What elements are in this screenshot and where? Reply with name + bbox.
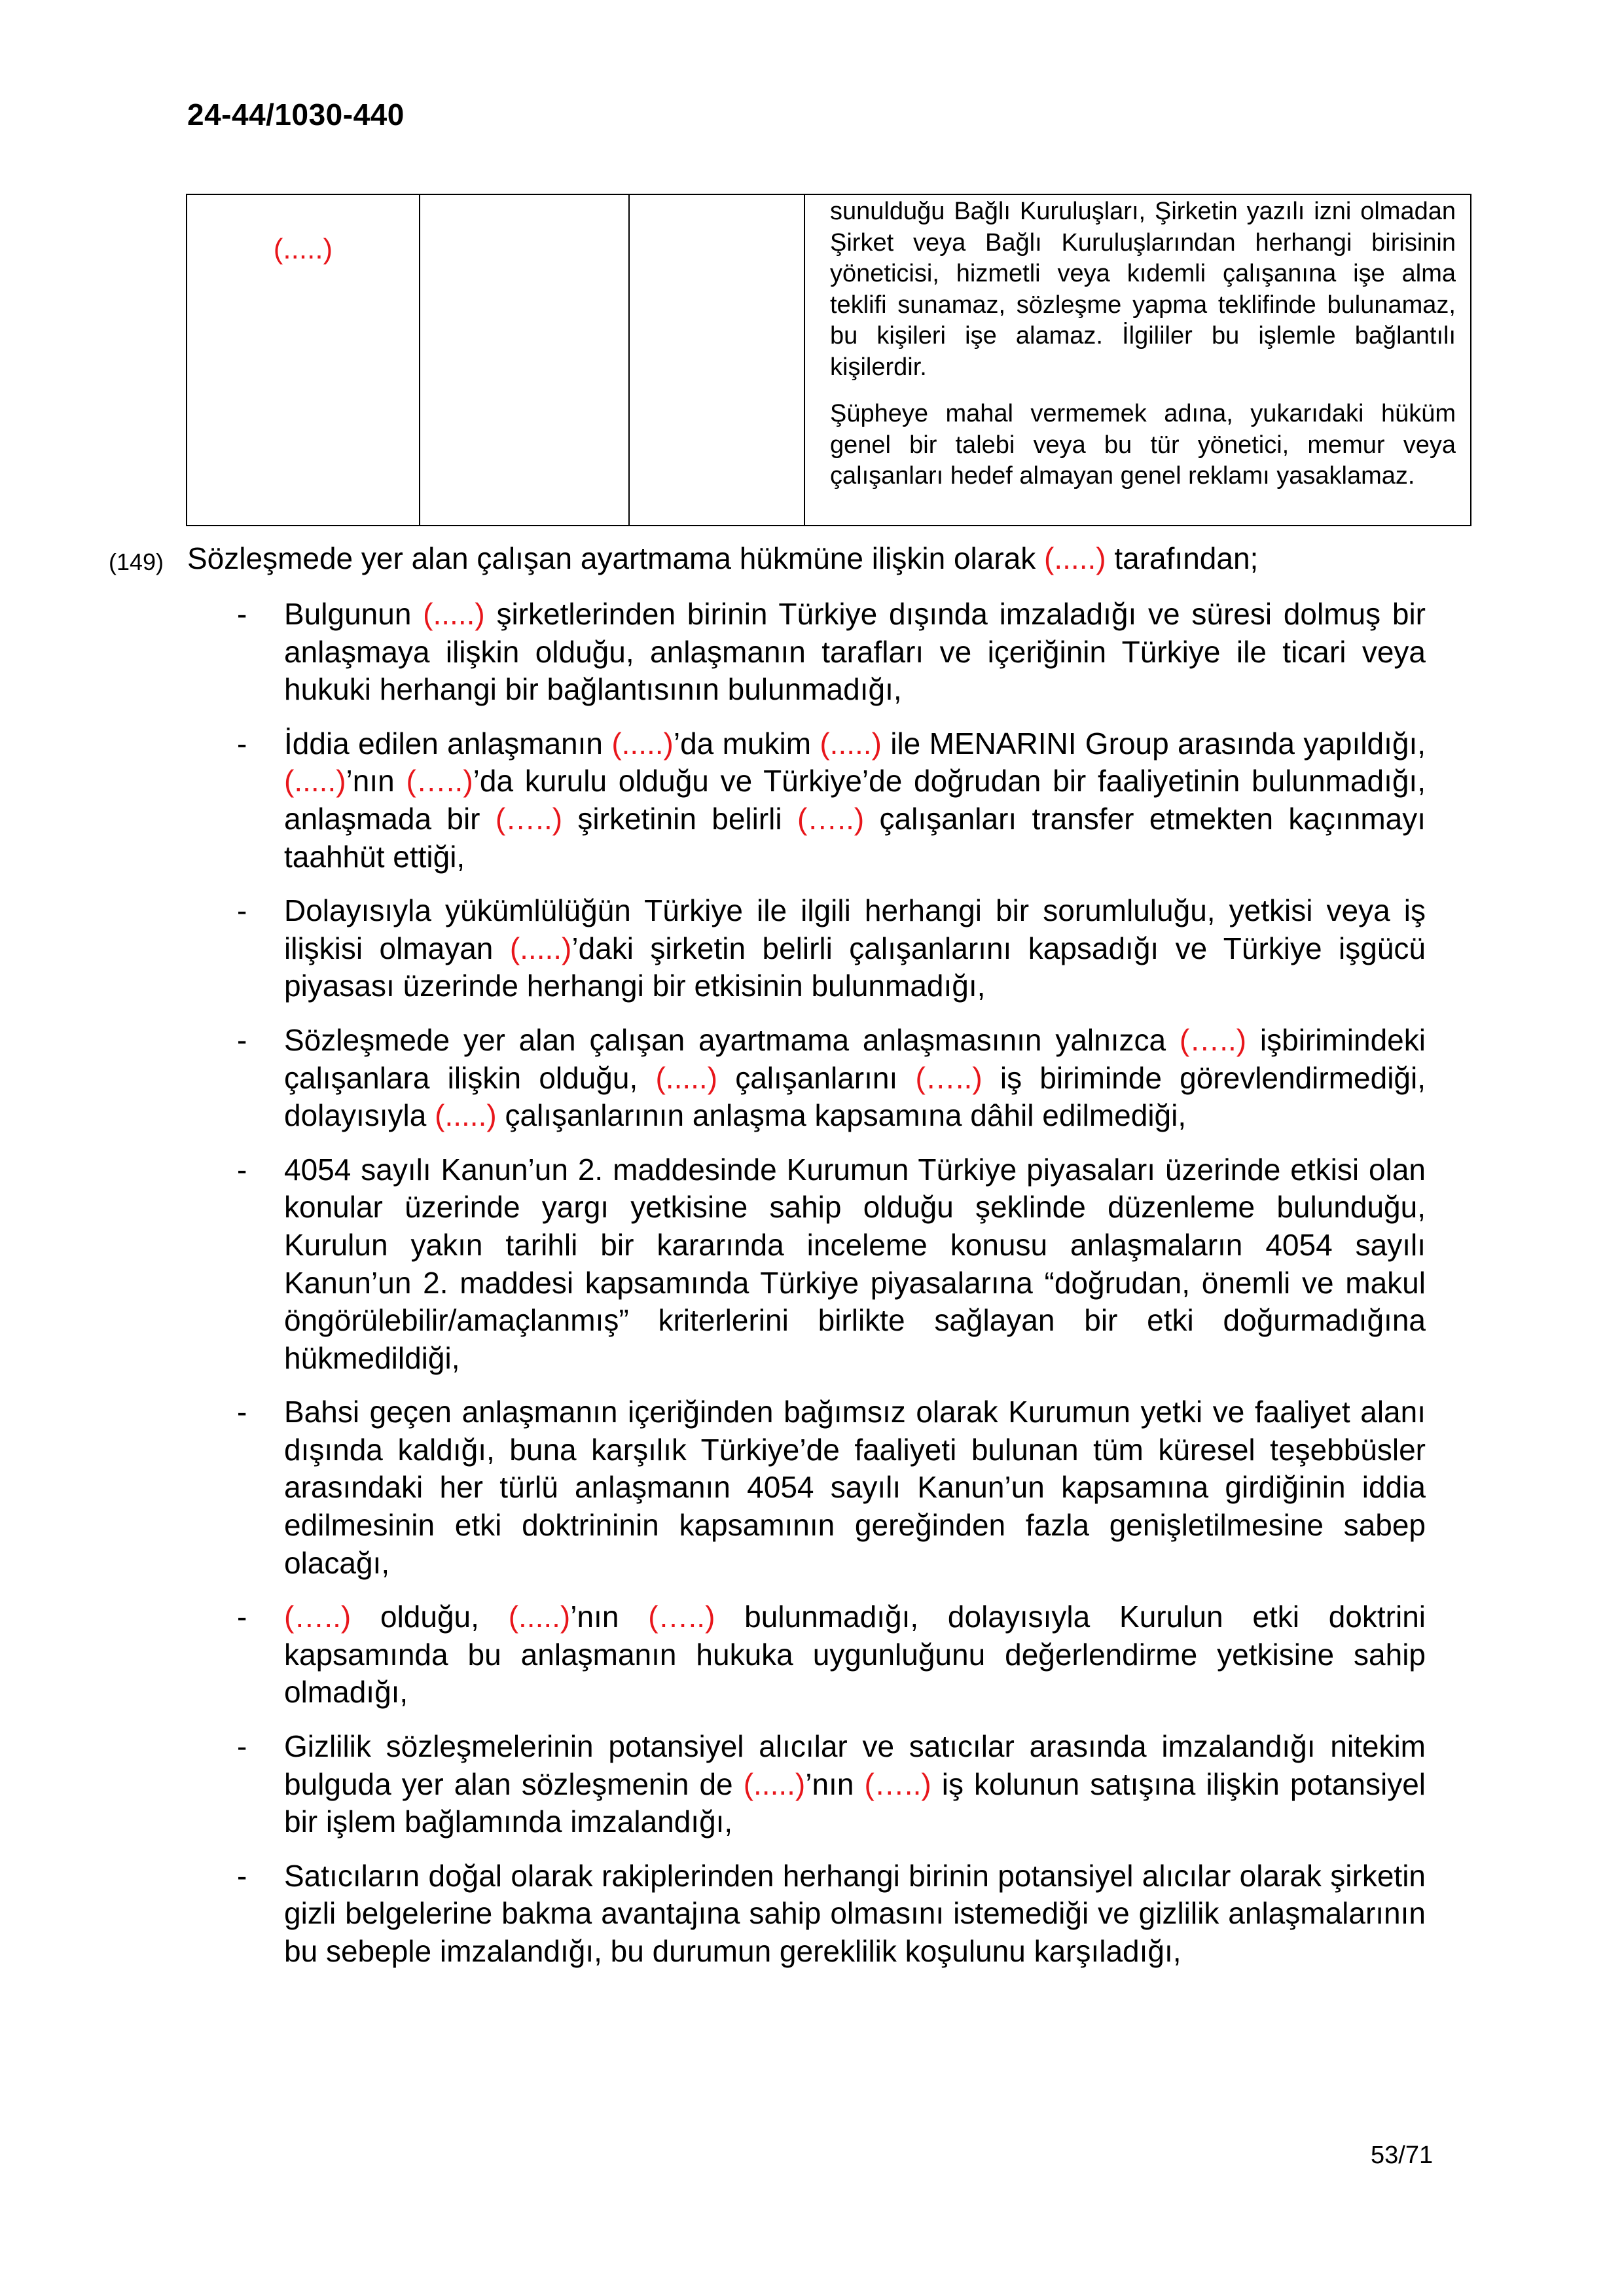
text-segment: ’nın	[805, 1767, 865, 1801]
paragraph-number: (149)	[109, 548, 164, 575]
text-segment: çalışanlarını	[717, 1060, 916, 1095]
text-segment: iş biriminde görevlendirmediği, dolayısıyla	[284, 1060, 1426, 1133]
redacted-marker: (.....)	[820, 726, 882, 761]
text-segment: Gizlilik sözleşmelerinin potansiyel alıcılar ve satıcılar arasında imzalandığı nitekim bulguda yer alan sözleşmenin de	[284, 1729, 1426, 1801]
table-cell-empty	[629, 194, 804, 526]
bullet-text	[284, 892, 1426, 1005]
redacted-marker: (…..)	[864, 1767, 931, 1801]
list-item	[237, 596, 1426, 709]
bullet-text	[284, 1151, 1426, 1378]
text-segment: Bulgunun	[284, 597, 424, 631]
paragraph-intro	[187, 541, 1258, 576]
bullet-dash: -	[237, 1858, 247, 1893]
table-cell-marker	[187, 194, 420, 526]
text-segment: ’da mukim	[673, 726, 820, 761]
table-paragraph: sunulduğu Bağlı Kuruluşları, Şirketin yazılı izni olmadan Şirket veya Bağlı Kuruluşlarından herhangi birisinin yöneticisi, hizmetli veya kıdemli çalışanına işe alma teklifi sunamaz, sözleşme yapma teklifinde bulunamaz, bu kişileri işe alamaz. İlgililer bu işlemle bağlantılı kişilerdir.	[830, 198, 1456, 381]
list-item	[237, 1598, 1426, 1712]
bullet-text	[284, 596, 1426, 709]
intro-text: tarafından;	[1106, 541, 1259, 575]
bullet-text	[284, 1857, 1426, 1971]
redacted-marker: (.....)	[435, 1098, 497, 1133]
redacted-marker: (…..)	[495, 801, 563, 836]
text-segment: Satıcıların doğal olarak rakiplerinden herhangi birinin potansiyel alıcılar olarak şirketin gizli belgelerine bakma avantajına sahip olmasını istemediği ve gizlilik anlaşmalarının bu sebeple imzalandığı, bu durumun gereklilik koşulunu karşıladığı,	[284, 1858, 1426, 1968]
page-number: 53/71	[1371, 2142, 1434, 2169]
text-segment: ile MENARINI Group arasında yapıldığı,	[881, 726, 1426, 761]
text-segment: İddia edilen anlaşmanın	[284, 726, 612, 761]
info-table	[186, 194, 1471, 526]
text-segment: ’nın	[570, 1600, 649, 1634]
list-item	[237, 725, 1426, 876]
text-segment: şirketinin belirli	[562, 801, 797, 836]
redacted-marker: (.....)	[611, 726, 674, 761]
table-row	[187, 194, 1471, 526]
text-segment: 4054 sayılı Kanun’un 2. maddesinde Kurumun Türkiye piyasaları üzerinde etkisi olan konular üzerinde yargı yetkisine sahip olduğu şeklinde düzenleme bulunduğu, Kurulun yakın tarihli bir kararında inceleme konusu anlaşmaların 4054 sayılı Kanun’un 2. maddesi kapsamında Türkiye piyasalarına “doğrudan, önemli ve makul öngörülebilir/amaçlanmış” kriterlerini birlikte sağlayan bir etki doğurmadığına hükmedildiği,	[284, 1152, 1426, 1375]
table-cell-empty	[420, 194, 629, 526]
text-segment: bulunmadığı, dolayısıyla Kurulun etki doktrini kapsamında bu anlaşmanın hukuka uygunluğunu değerlendirme yetkisine sahip olmadığı,	[284, 1600, 1426, 1710]
redacted-marker: (.....)	[655, 1060, 718, 1095]
document-id: 24-44/1030-440	[187, 98, 405, 132]
list-item	[237, 1393, 1426, 1582]
text-segment: çalışanlarının anlaşma kapsamına dâhil edilmediği,	[496, 1098, 1187, 1133]
list-item	[237, 1728, 1426, 1841]
redacted-marker: (…..)	[284, 1600, 352, 1634]
text-segment: olduğu,	[351, 1600, 509, 1634]
bullet-dash: -	[237, 597, 247, 631]
redacted-marker: (.....)	[743, 1767, 806, 1801]
bullet-text	[284, 1598, 1426, 1712]
list-item	[237, 1857, 1426, 1971]
redacted-marker: (.....)	[273, 233, 333, 265]
list-item	[237, 892, 1426, 1005]
text-segment: işbirimindeki çalışanlara ilişkin olduğu,	[284, 1022, 1426, 1095]
text-segment: ’da kurulu olduğu ve Türkiye’de doğrudan bir faaliyetinin bulunmadığı, anlaşmada bir	[284, 764, 1426, 836]
redacted-marker: (.....)	[1044, 541, 1106, 575]
text-segment: iş kolunun satışına ilişkin potansiyel bir işlem bağlamında imzalandığı,	[284, 1767, 1426, 1839]
table-cell-text	[804, 194, 1471, 526]
bullet-dash: -	[237, 1395, 247, 1429]
list-item	[237, 1022, 1426, 1135]
text-segment: Sözleşmede yer alan çalışan ayartmama anlaşmasının yalnızca	[284, 1022, 1180, 1057]
table-paragraph: Şüpheye mahal vermemek adına, yukarıdaki hüküm genel bir talebi veya bu tür yönetici, memur veya çalışanları hedef almayan genel reklamı yasaklamaz.	[830, 400, 1456, 490]
text-segment: ’daki şirketin belirli çalışanlarını kapsadığı ve Türkiye işgücü piyasası üzerinde herhangi bir etkisinin bulunmadığı,	[284, 931, 1426, 1003]
text-segment: Bahsi geçen anlaşmanın içeriğinden bağımsız olarak Kurumun yetki ve faaliyet alanı dışında kaldığı, buna karşılık Türkiye’de faaliyeti bulunan tüm küresel teşebbüsler arasındaki her türlü anlaşmanın 4054 sayılı Kanun’un kapsamına girdiğinin iddia edilmesinin etki doktrininin kapsamının gereğinden fazla genişletilmesine sabep olacağı,	[284, 1395, 1426, 1580]
bullet-dash: -	[237, 726, 247, 761]
text-segment: Dolayısıyla yükümlülüğün Türkiye ile ilgili herhangi bir sorumluluğu, yetkisi veya iş ilişkisi olmayan	[284, 893, 1426, 965]
redacted-marker: (…..)	[915, 1060, 983, 1095]
redacted-marker: (.....)	[508, 1600, 571, 1634]
intro-text: Sözleşmede yer alan çalışan ayartmama hükmüne ilişkin olarak	[187, 541, 1045, 575]
redacted-marker: (…..)	[406, 764, 473, 798]
bullet-text	[284, 725, 1426, 876]
bullet-dash: -	[237, 1729, 247, 1764]
redacted-marker: (…..)	[1179, 1022, 1247, 1057]
text-segment: şirketlerinden birinin Türkiye dışında imzaladığı ve süresi dolmuş bir anlaşmaya ilişkin olduğu, anlaşmanın tarafları ve içeriğinin Türkiye ile ticari veya hukuki herhangi bir bağlantısının bulunmadığı,	[284, 597, 1426, 707]
bullet-dash: -	[237, 1152, 247, 1187]
redacted-marker: (.....)	[509, 931, 572, 965]
text-segment: ’nın	[346, 764, 406, 798]
bullet-dash: -	[237, 893, 247, 928]
redacted-marker: (…..)	[648, 1600, 715, 1634]
bullet-text	[284, 1728, 1426, 1841]
bullet-dash: -	[237, 1600, 247, 1634]
bullet-text	[284, 1393, 1426, 1582]
list-item	[237, 1151, 1426, 1378]
bullet-dash: -	[237, 1022, 247, 1057]
redacted-marker: (…..)	[797, 801, 865, 836]
bullet-list	[237, 596, 1426, 1987]
text-segment: çalışanları transfer etmekten kaçınmayı taahhüt ettiği,	[284, 801, 1426, 874]
bullet-text	[284, 1022, 1426, 1135]
redacted-marker: (.....)	[423, 597, 485, 631]
redacted-marker: (.....)	[284, 764, 346, 798]
